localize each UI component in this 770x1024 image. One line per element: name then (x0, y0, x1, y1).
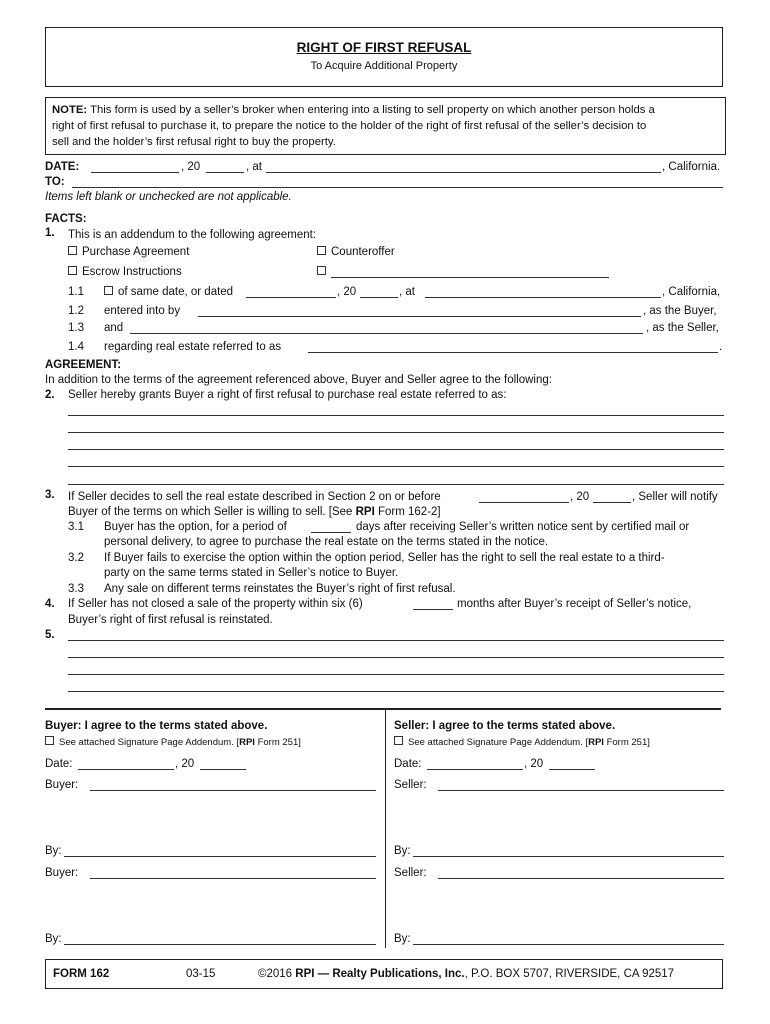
item-number: 5. (45, 629, 55, 641)
as-buyer-label: , as the Buyer, (643, 305, 717, 317)
seller-date-label: Date: (394, 758, 422, 770)
form-number: FORM 162 (53, 968, 110, 980)
blank-note: Items left blank or unchecked are not applicable. (45, 191, 292, 203)
note-box (45, 97, 726, 155)
seller-label: Seller: (394, 779, 427, 791)
text: See attached Signature Page Addendum. [ (59, 737, 240, 748)
seller-by-label: By: (394, 933, 411, 945)
seller2-signature-field[interactable] (438, 878, 724, 879)
checkbox[interactable] (394, 736, 403, 745)
buyer-heading: Buyer: I agree to the terms stated above. (45, 720, 268, 732)
note-line: right of first refusal to purchase it, to prepare the notice to the holder of the right of first refusal of the seller’s decision to (52, 120, 647, 132)
real-estate-field[interactable] (308, 352, 718, 353)
section31-line2: personal delivery, to agree to purchase the real estate on the terms stated in the notice. (104, 536, 549, 548)
section-number: 1.2 (68, 305, 84, 317)
text: , P.O. BOX 5707, RIVERSIDE, CA 92517 (464, 968, 675, 980)
section-number: 3.1 (68, 521, 84, 533)
entered-into-label: entered into by (104, 305, 181, 317)
same-date-option[interactable] (104, 285, 233, 299)
facts-heading: FACTS: (45, 213, 87, 225)
option-counteroffer[interactable] (317, 245, 395, 259)
option-label: Purchase Agreement (82, 246, 190, 258)
blank-line[interactable] (68, 466, 724, 467)
option-escrow-instructions[interactable] (68, 265, 182, 279)
text: Buyer of the terms on which Seller is willing to sell. [See (68, 506, 356, 518)
blank-line[interactable] (68, 640, 724, 641)
item2-text: Seller hereby grants Buyer a right of first refusal to purchase real estate referred to as: (68, 389, 507, 401)
checkbox[interactable] (45, 736, 54, 745)
buyer-date-label: Date: (45, 758, 73, 770)
blank-line[interactable] (68, 449, 724, 450)
year-label: , 20 (570, 491, 590, 503)
item1-text: This is an addendum to the following agreement: (68, 229, 317, 241)
checkbox[interactable] (317, 266, 326, 275)
copyright (258, 967, 674, 981)
real-estate-label: regarding real estate referred to as (104, 341, 282, 353)
checkbox[interactable] (317, 246, 326, 255)
to-label: TO: (45, 176, 65, 188)
form-revision: 03-15 (186, 968, 216, 980)
dated-field[interactable] (246, 297, 336, 298)
to-field[interactable] (72, 187, 723, 188)
text: Form 162-2] (374, 506, 441, 518)
location-field[interactable] (425, 297, 661, 298)
section-number: 1.4 (68, 341, 84, 353)
item-number: 1. (45, 227, 55, 239)
date-california-label: , California. (662, 161, 721, 173)
seller2-by-field[interactable] (413, 944, 724, 945)
item4-line2: Buyer’s right of first refusal is reinstated. (68, 614, 273, 626)
blank-line[interactable] (68, 691, 724, 692)
section-number: 1.1 (68, 286, 84, 298)
rpi-mark: RPI (355, 506, 375, 518)
option-other[interactable] (317, 265, 331, 279)
agreement-intro: In addition to the terms of the agreement referenced above, Buyer and Seller agree to the following: (45, 374, 552, 386)
section33-text: Any sale on different terms reinstates the Buyer’s right of first refusal. (104, 583, 456, 595)
seller-year-field[interactable] (549, 769, 595, 770)
seller-year-label: , 20 (524, 758, 544, 770)
checkbox[interactable] (68, 246, 77, 255)
publisher: RPI — Realty Publications, Inc. (295, 968, 465, 980)
section-number: 3.3 (68, 583, 84, 595)
california-label: , California, (662, 286, 721, 298)
at-label: , at (399, 286, 415, 298)
footer (45, 959, 723, 989)
seller-signature-field[interactable] (438, 790, 724, 791)
item-number: 3. (45, 489, 55, 501)
days-field[interactable] (311, 532, 351, 533)
rpi-mark: RPI (239, 737, 255, 748)
signature-divider (45, 708, 721, 710)
months-field[interactable] (413, 609, 453, 610)
section-number: 3.2 (68, 552, 84, 564)
blank-line[interactable] (68, 415, 724, 416)
section31-text-a: Buyer has the option, for a period of (104, 521, 287, 533)
option-other-field[interactable] (331, 277, 609, 278)
buyer-label: Buyer: (45, 779, 79, 791)
option-purchase-agreement[interactable] (68, 245, 189, 259)
buyer-date-field[interactable] (78, 769, 174, 770)
year-label: , 20 (337, 286, 357, 298)
text: ©2016 (258, 968, 296, 980)
buyer2-signature-field[interactable] (90, 878, 376, 879)
buyer-by-label: By: (45, 845, 62, 857)
form-title-box (45, 27, 723, 87)
note-line: This form is used by a seller’s broker when entering into a listing to sell property on which another person holds a (90, 104, 655, 116)
option-label: of same date, or dated (118, 286, 234, 298)
text: Form 251] (254, 737, 301, 748)
date-year-label: , 20 (181, 161, 201, 173)
as-seller-label: , as the Seller, (646, 322, 719, 334)
buyer2-by-field[interactable] (64, 944, 376, 945)
deadline-field[interactable] (479, 502, 569, 503)
checkbox[interactable] (68, 266, 77, 275)
and-label: and (104, 322, 124, 334)
blank-line[interactable] (68, 432, 724, 433)
section32-line2: party on the same terms stated in Seller’s notice to Buyer. (104, 567, 399, 579)
date-location-field[interactable] (266, 172, 661, 173)
blank-line[interactable] (68, 657, 724, 658)
option-label: Escrow Instructions (82, 266, 182, 278)
buyer-label: Buyer: (45, 867, 79, 879)
item3-line2 (68, 505, 441, 519)
buyer-name-field[interactable] (198, 316, 641, 317)
year-field[interactable] (593, 502, 631, 503)
seller-date-field[interactable] (427, 769, 523, 770)
form-subtitle: To Acquire Additional Property (310, 60, 458, 72)
buyer-year-label: , 20 (175, 758, 195, 770)
buyer-year-field[interactable] (200, 769, 246, 770)
checkbox[interactable] (104, 286, 113, 295)
option-label: Counteroffer (331, 246, 395, 258)
date-year-field[interactable] (206, 172, 244, 173)
seller-by-field[interactable] (413, 856, 724, 857)
seller-heading: Seller: I agree to the terms stated above. (394, 720, 616, 732)
buyer-by-field[interactable] (64, 856, 376, 857)
blank-line[interactable] (68, 674, 724, 675)
seller-addendum-option[interactable] (394, 736, 650, 750)
section-number: 1.3 (68, 322, 84, 334)
item4-text-a: If Seller has not closed a sale of the property within six (6) (68, 598, 363, 610)
section32-line1: If Buyer fails to exercise the option within the option period, Seller has the right to sell the real estate to a third- (104, 552, 665, 564)
date-field[interactable] (91, 172, 179, 173)
date-at-label: , at (246, 161, 262, 173)
note-label: NOTE: (52, 104, 88, 116)
form-title: RIGHT OF FIRST REFUSAL (296, 40, 472, 55)
item-number: 2. (45, 389, 55, 401)
seller-by-label: By: (394, 845, 411, 857)
text: Form 251] (603, 737, 650, 748)
seller-label: Seller: (394, 867, 427, 879)
buyer-by-label: By: (45, 933, 62, 945)
signature-column-divider (385, 710, 386, 948)
seller-name-field[interactable] (130, 333, 643, 334)
note-line: sell and the holder’s first refusal right to buy the property. (52, 136, 336, 148)
year-field[interactable] (360, 297, 398, 298)
rpi-mark: RPI (588, 737, 604, 748)
section31-text-b: days after receiving Seller’s written notice sent by certified mail or (356, 521, 690, 533)
period: . (719, 341, 723, 353)
text: See attached Signature Page Addendum. [ (408, 737, 589, 748)
item-number: 4. (45, 598, 55, 610)
buyer-addendum-option[interactable] (45, 736, 301, 750)
item4-text-b: months after Buyer’s receipt of Seller’s notice, (457, 598, 692, 610)
date-label: DATE: (45, 161, 80, 173)
item3-text-a: If Seller decides to sell the real estate described in Section 2 on or before (68, 491, 441, 503)
buyer-signature-field[interactable] (90, 790, 376, 791)
blank-line[interactable] (68, 484, 724, 485)
item3-text-c: , Seller will notify (632, 491, 718, 503)
agreement-heading: AGREEMENT: (45, 359, 122, 371)
